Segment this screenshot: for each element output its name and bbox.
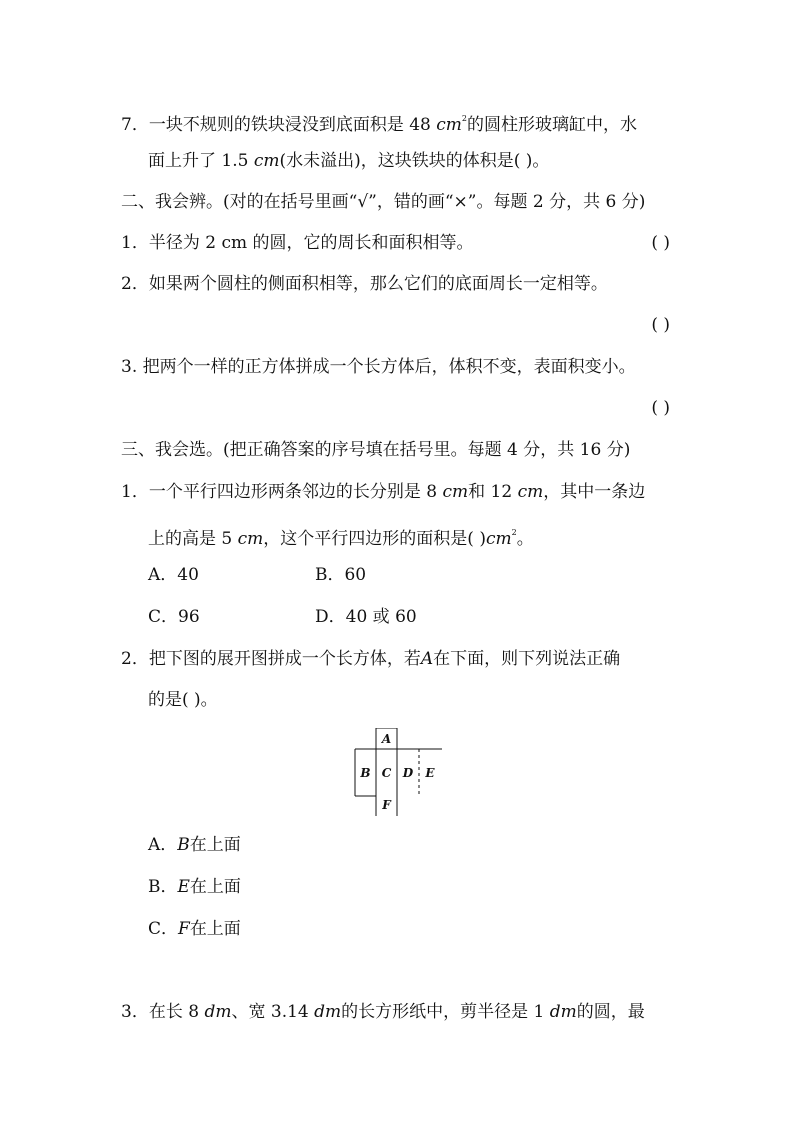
judge-item-1: 1．半径为 2 cm 的圆，它的周长和面积相等。: [121, 233, 474, 253]
option-d[interactable]: D．40 或 60: [315, 607, 417, 627]
net-label-f: F: [382, 798, 391, 812]
q7-text: (水未溢出)，这块铁块的体积是( )。: [279, 151, 550, 171]
q1-text: 和 12: [468, 482, 518, 502]
unit-dm: dm: [314, 1002, 342, 1022]
q2-option-b[interactable]: [148, 875, 241, 899]
q7-text: 7．一块不规则的铁块浸没到底面积是 48: [121, 115, 437, 135]
option-b[interactable]: B．60: [315, 565, 367, 585]
q3-text: 的圆，最: [576, 1002, 645, 1022]
unit-cm: cm: [517, 482, 544, 502]
q1-text: 。: [516, 529, 534, 549]
section3-heading: 三、我会选。(把正确答案的序号填在括号里。每题 4 分，共 16 分): [121, 440, 631, 460]
choice-q3-line1: [121, 1000, 645, 1024]
q7-line2: [148, 149, 549, 173]
choice-q2-line2: 的是( )。: [148, 690, 218, 710]
option-text: 在上面: [189, 835, 241, 855]
choice-q2-line1: [121, 647, 620, 671]
choice-q1-line2: [148, 521, 534, 551]
option-variable: E: [177, 877, 190, 897]
variable-a: A: [420, 649, 434, 669]
q1-text: ，其中一条边: [543, 482, 646, 502]
option-variable: F: [178, 919, 190, 939]
q3-text: 的长方形纸中，剪半径是 1: [341, 1002, 550, 1022]
q3-text: 3．在长 8: [121, 1002, 205, 1022]
option-a[interactable]: A．40: [148, 565, 199, 585]
q1-text: 1．一个平行四边形两条邻边的长分别是 8: [121, 482, 443, 502]
net-label-e: E: [425, 766, 435, 780]
unit-cm: cm: [436, 115, 462, 135]
q7-text: 面上升了 1.5: [148, 151, 254, 171]
q2-option-a[interactable]: [148, 833, 241, 857]
answer-blank-1[interactable]: ( ): [651, 233, 670, 253]
option-variable: B: [177, 835, 190, 855]
net-label-d: D: [402, 766, 414, 780]
option-letter: C．: [148, 919, 179, 939]
q7-text: 的圆柱形玻璃缸中，水: [467, 115, 638, 135]
q3-text: 、宽 3.14: [231, 1002, 315, 1022]
option-text: 在上面: [189, 919, 241, 939]
answer-blank-3[interactable]: ( ): [651, 398, 670, 418]
judge-item-2: 2．如果两个圆柱的侧面积相等，那么它们的底面周长一定相等。: [121, 274, 608, 294]
answer-blank-2[interactable]: ( ): [651, 315, 670, 335]
unit-cm: cm: [237, 529, 264, 549]
superscript: 2: [461, 114, 468, 123]
net-label-c: C: [381, 766, 392, 780]
section2-heading: 二、我会辨。(对的在括号里画“√”，错的画“×”。每题 2 分，共 6 分): [121, 192, 646, 212]
choice-q1-line1: [121, 480, 645, 504]
judge-item-3: 3. 把两个一样的正方体拼成一个长方体后，体积不变，表面积变小。: [121, 357, 636, 377]
net-label-a: A: [381, 732, 392, 746]
q7-line1: [121, 107, 637, 137]
superscript: 2: [511, 528, 517, 537]
q1-text: ，这个平行四边形的面积是( ): [263, 529, 486, 549]
option-letter: B．: [148, 877, 178, 897]
unit-dm: dm: [204, 1002, 232, 1022]
unit-cm: cm: [442, 482, 469, 502]
unit-cm: cm: [253, 151, 280, 171]
q1-text: 上的高是 5: [148, 529, 238, 549]
q2-text: 在下面，则下列说法正确: [433, 649, 621, 669]
option-c[interactable]: C．96: [148, 607, 200, 627]
option-letter: A．: [148, 835, 178, 855]
cuboid-net-diagram: [350, 728, 445, 816]
unit-cm: cm: [485, 529, 512, 549]
q2-text: 2．把下图的展开图拼成一个长方体，若: [121, 649, 421, 669]
unit-dm: dm: [549, 1002, 577, 1022]
net-label-b: B: [360, 766, 371, 780]
q2-option-c[interactable]: [148, 917, 241, 941]
option-text: 在上面: [189, 877, 241, 897]
